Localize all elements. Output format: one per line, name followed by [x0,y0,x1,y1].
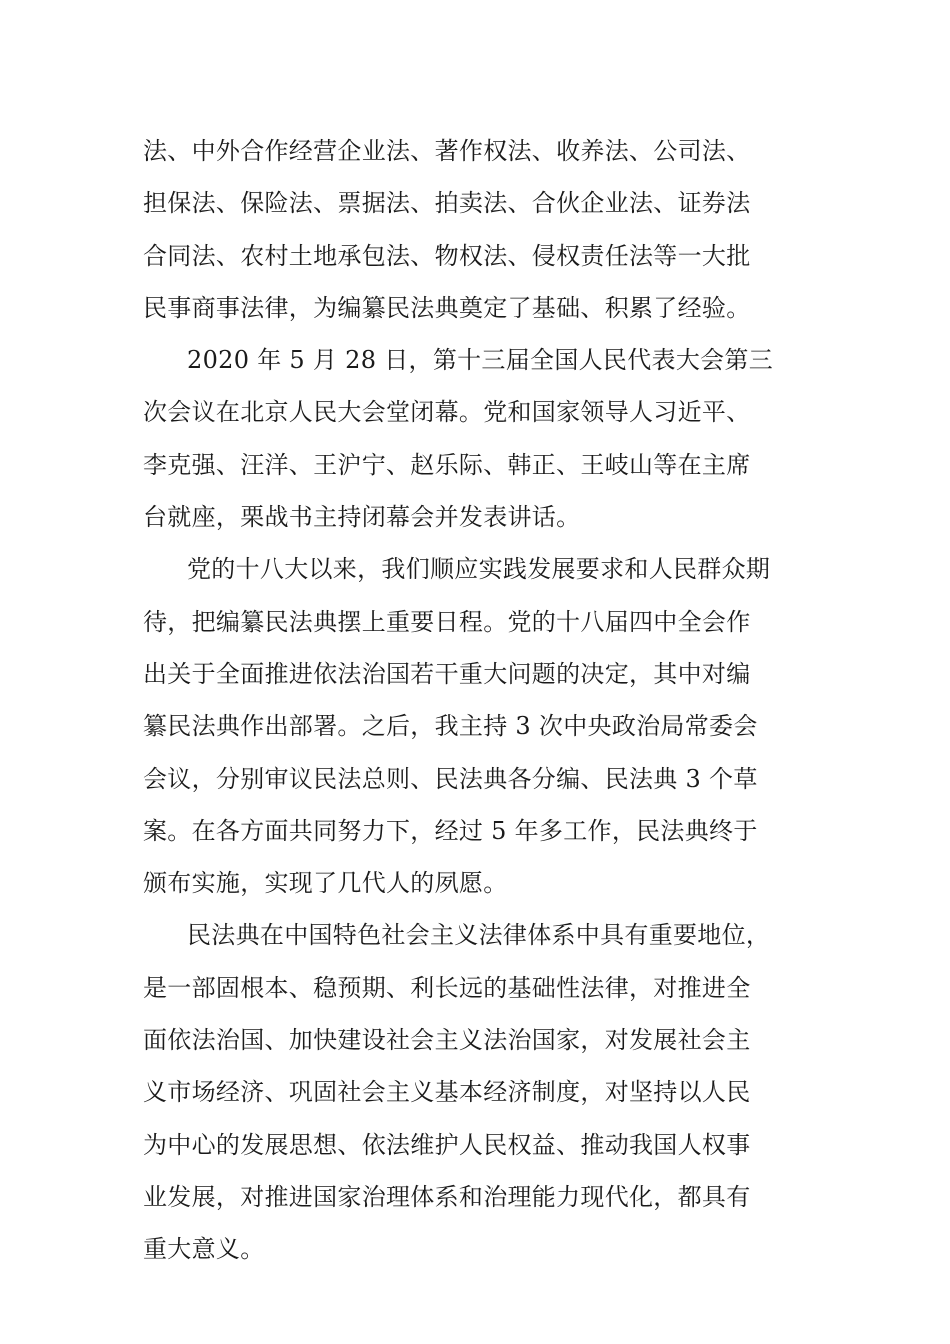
text-line: 面依法治国、加快建设社会主义法治国家，对发展社会主 [143,1026,751,1055]
document-body [143,125,813,1276]
text-line: 出关于全面推进依法治国若干重大问题的决定，其中对编 [143,659,751,688]
text-line: 业发展，对推进国家治理体系和治理能力现代化，都具有 [143,1182,751,1211]
text-line: 台就座，栗战书主持闭幕会并发表讲话。 [143,503,581,532]
text-line: 李克强、汪洋、王沪宁、赵乐际、韩正、王岐山等在主席 [143,450,751,479]
text-line: 法、中外合作经营企业法、著作权法、收养法、公司法、 [143,137,751,165]
text-line: 重大意义。 [143,1235,265,1264]
text-line: 合同法、农村土地承包法、物权法、侵权责任法等一大批 [143,241,751,270]
text-line: 次会议在北京人民大会堂闭幕。党和国家领导人习近平、 [143,398,751,427]
text-line: 为中心的发展思想、依法维护人民权益、推动我国人权事 [143,1130,751,1159]
text-line: 待，把编纂民法典摆上重要日程。党的十八届四中全会作 [143,607,751,636]
text-line: 颁布实施，实现了几代人的夙愿。 [143,869,508,898]
text-line: 义市场经济、巩固社会主义基本经济制度，对坚持以人民 [143,1078,751,1107]
text-line: 案。在各方面共同努力下，经过 5 年多工作，民法典终于 [143,816,758,845]
text-line: 担保法、保险法、票据法、拍卖法、合伙企业法、证券法 [143,189,751,218]
paragraph-start-line: 2020 年 5 月 28 日，第十三届全国人民代表大会第三 [187,346,774,375]
text-line: 民事商事法律，为编纂民法典奠定了基础、积累了经验。 [143,293,751,322]
text-line: 是一部固根本、稳预期、利长远的基础性法律，对推进全 [143,973,751,1002]
paragraph-start-line: 民法典在中国特色社会主义法律体系中具有重要地位， [187,921,771,950]
text-line: 会议，分别审议民法总则、民法典各分编、民法典 3 个草 [143,764,758,793]
text-line: 纂民法典作出部署。之后，我主持 3 次中央政治局常委会 [143,712,758,741]
paragraph-start-line: 党的十八大以来，我们顺应实践发展要求和人民群众期 [187,555,771,584]
